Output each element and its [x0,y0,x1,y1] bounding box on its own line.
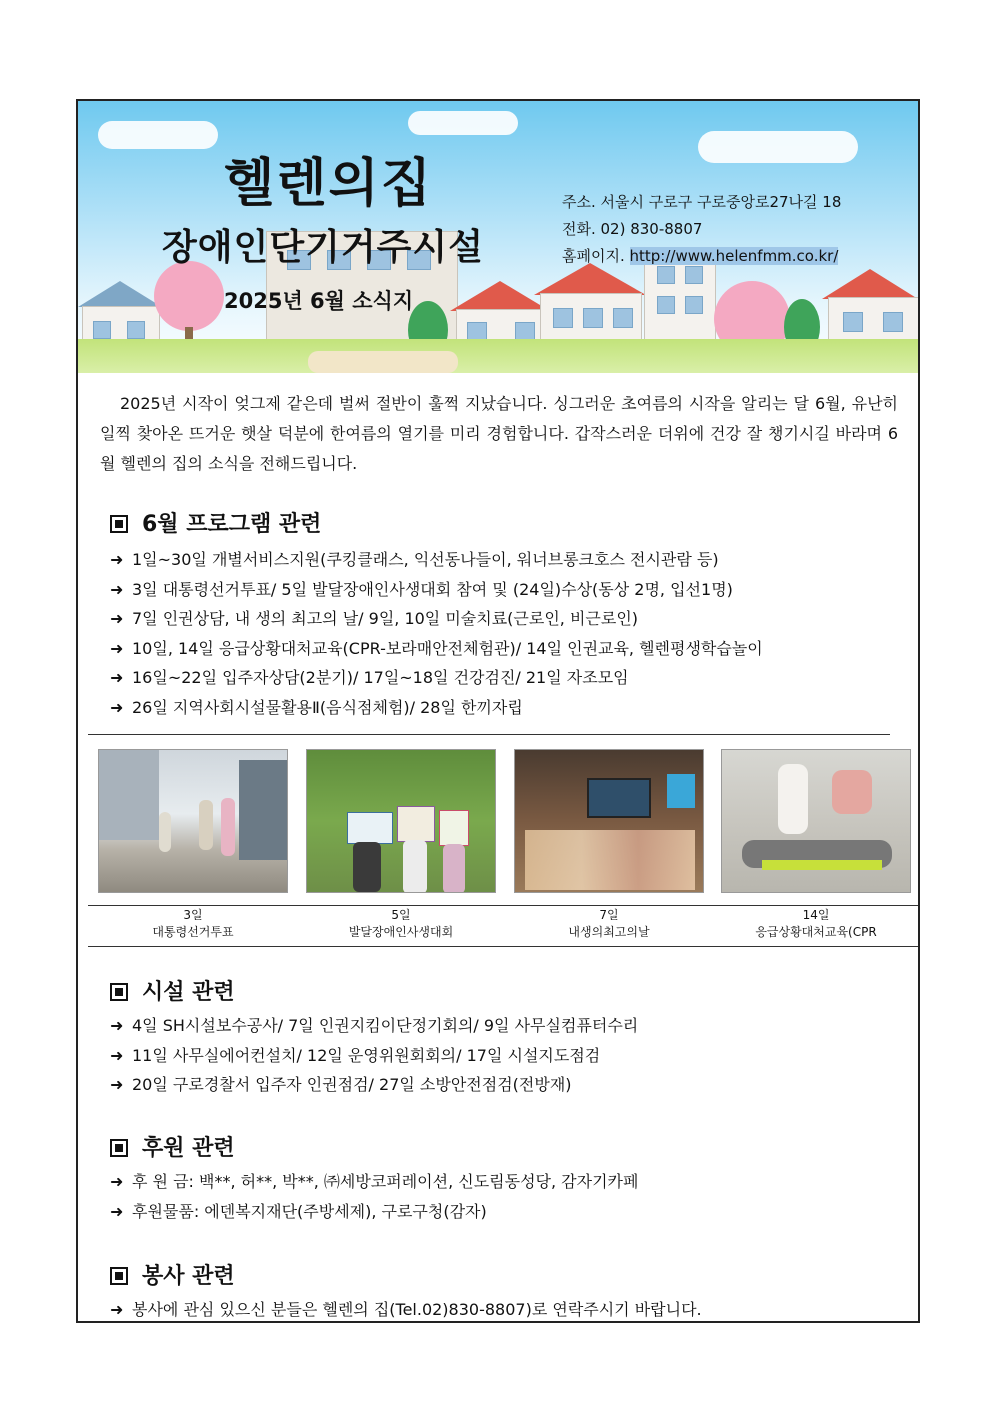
list-item: ➜ 26일 지역사회시설물활용Ⅱ(음식점체험)/ 28일 한끼자립 [110,693,763,723]
divider [88,946,918,947]
list-item: ➜ 10일, 14일 응급상황대처교육(CPR-보라매안전체험관)/ 14일 인권교육, 헬렌평생학습놀이 [110,634,763,664]
photo-caption: 7일 내생의최고의날 [568,908,650,939]
arrow-icon: ➜ [110,1300,124,1319]
section-title-facility: 시설 관련 [110,975,235,1006]
divider [88,905,918,906]
arrow-icon: ➜ [110,550,124,569]
cloud-illustration [408,111,518,135]
arrow-icon: ➜ [110,579,124,599]
arrow-icon: ➜ [110,1016,124,1035]
donation-list [110,1167,638,1226]
photo-cpr-training [721,749,911,893]
phone-line: 전화. 02) 830-8807 [562,220,703,238]
photo-drawing-contest [306,749,496,893]
page-title: 헬렌의집 [224,154,433,214]
list-item: ➜ 후원물품: 에덴복지재단(주방세제), 구로구청(감자) [110,1197,638,1227]
photo-election [98,749,288,893]
photo-caption: 3일 대통령선거투표 [152,908,234,939]
list-item: ➜ 4일 SH시설보수공사/ 7일 인권지킴이단정기회의/ 9일 사무실컴퓨터수리 [110,1011,638,1041]
list-item: ➜ 후 원 금: 백**, 허**, 박**, ㈜세방코퍼레이션, 신도림동성당, 감자기카페 [110,1167,638,1197]
intro-text: 2025년 시작이 엊그제 같은데 벌써 절반이 훌쩍 지났습니다. 싱그러운 초여름의 시작을 알리는 달 6월, 유난히 일찍 찾아온 뜨거운 햇살 덕분에 한여름의 열기를 미리 경험합니다. 갑작스러운 더위에 건강 잘 챙기시길 바라며 6월 헬렌의 집의 소식을 전해드립니다. [100,394,898,473]
header-banner [78,101,918,373]
arrow-icon: ➜ [110,1045,124,1065]
arrow-icon: ➜ [110,668,124,688]
ground-illustration [78,339,918,373]
volunteer-list [110,1295,702,1323]
arrow-icon: ➜ [110,1075,124,1095]
roof-illustration [822,269,918,299]
list-item: ➜ 1일~30일 개별서비스지원(쿠킹클래스, 익선동나들이, 워너브롱크호스 전시관람 등) [110,545,763,575]
section-title-volunteer: 봉사 관련 [110,1259,235,1290]
homepage-link[interactable]: http://www.helenfmm.co.kr/ [629,247,839,265]
photo-best-day [514,749,704,893]
photo-caption: 5일 발달장애인사생대회 [348,908,454,939]
list-item: ➜ 20일 구로경찰서 입주자 인권점검/ 27일 소방안전점검(전방재) [110,1070,638,1100]
arrow-icon: ➜ [110,638,124,658]
square-bullet-icon [110,983,128,1001]
newsletter-frame [76,99,920,1323]
roof-illustration [78,281,162,307]
list-item: ➜ 7일 인권상담, 내 생의 최고의 날/ 9일, 10일 미술치료(근로인, 비근로인) [110,604,763,634]
list-item: ➜ 봉사에 관심 있으신 분들은 헬렌의 집(Tel.02)830-8807)로 연락주시기 바랍니다. [110,1295,702,1323]
list-item: ➜ 3일 대통령선거투표/ 5일 발달장애인사생대회 참여 및 (24일)수상(동상 2명, 입선1명) [110,575,763,605]
facility-subtitle: 장애인단기거주시설 [162,227,484,268]
divider [88,734,890,735]
square-bullet-icon [110,1267,128,1285]
photo-caption: 14일 응급상황대처교육(CPR [755,908,877,939]
arrow-icon: ➜ [110,697,124,717]
facility-list [110,1011,638,1100]
square-bullet-icon [110,515,128,533]
cloud-illustration [698,131,858,163]
intro-paragraph [100,389,898,479]
homepage-label: 홈페이지. [562,247,630,265]
list-item: ➜ 16일~22일 입주자상담(2분기)/ 17일~18일 건강검진/ 21일 자조모임 [110,663,763,693]
homepage-line [562,243,841,270]
issue-label: 2025년 6월 소식지 [224,289,414,313]
arrow-icon: ➜ [110,1201,124,1221]
program-list [110,545,763,723]
cherry-tree-illustration [154,261,224,331]
list-item: ➜ 11일 사무실에어컨설치/ 12일 운영위원회회의/ 17일 시설지도점검 [110,1041,638,1071]
square-bullet-icon [110,1139,128,1157]
section-title-program: 6월 프로그램 관련 [110,507,321,538]
arrow-icon: ➜ [110,609,124,629]
arrow-icon: ➜ [110,1172,124,1191]
contact-block [562,189,841,270]
section-title-donation: 후원 관련 [110,1131,235,1162]
path-illustration [308,351,458,373]
address-line: 주소. 서울시 구로구 구로중앙로27나길 18 [562,193,842,211]
cloud-illustration [98,121,218,149]
